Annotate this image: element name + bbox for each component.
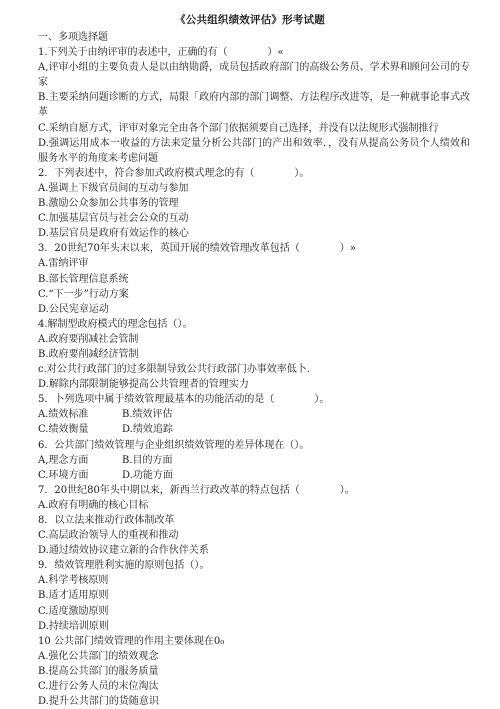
question-option: D.强调运用成本一收益的方法来定量分析公共部门的产出和效率．，没有从提高公务员个人绩效和服务水平的角度来考虑问题 [38, 137, 470, 164]
document-body [38, 30, 470, 709]
question-option: B.部长管理信息系统 [38, 273, 129, 285]
question-option: C.加强基层官员与社会公众的互动 [38, 213, 189, 225]
question-stem: 10 公共部门绩效管理的作用主要体现在0₀ [38, 635, 225, 647]
question-option: B.适才适用原则 [38, 590, 109, 602]
question-stem: 1.下列关于由纳评审的表述中，正确的有（ ）« [38, 47, 284, 59]
question-option: A.政府有明确的核心目标 [38, 499, 149, 511]
question-option: B.主要采纳问题诊断的方式，局限「政府内部的部门调整、方法程序改进等，是一种就事论事式改革 [38, 92, 470, 119]
question-option: B.提高公共部门的服务质量 [38, 665, 159, 677]
question-option: A.强调上下级官员间的互动与参加 [38, 182, 189, 194]
question-stem: 8．以立法来推动行政体制改革 [38, 515, 175, 526]
question-option: C.高层政治领导人的重视和推动 [38, 530, 179, 542]
question-option: C.采纳自愿方式，评审对象完全由各个部门依据须要自己选择，并没有以法规形式强制推行 [38, 122, 439, 134]
question-option: D.基层官员是政府有效运作的核心 [38, 228, 189, 240]
option-row [38, 407, 470, 422]
question-stem: 7．20世纪80年头中期以来，新西兰行政改革的特点包括（ ）。 [38, 484, 355, 496]
question-option: A.科学考核原则 [38, 575, 109, 587]
question-option: D.公民宪章运动 [38, 303, 109, 315]
question-option: C.进行公务人员的末位淘汰 [38, 681, 159, 693]
question-option: D.持续培训原则 [38, 620, 109, 632]
question-option: A.绩效标准 [38, 409, 89, 421]
question-option: A,理念方面 [38, 454, 89, 466]
option-row [38, 453, 470, 468]
question-option: c.对公共行政部门的过多限制导致公共行政部门办事效率低卜. [38, 364, 310, 376]
question-stem: 6．公共部门绩效管理与企业组织绩效管理的差异体现在（）。 [38, 439, 310, 451]
question-stem: 4.解制型政府模式的理念包括（）。 [38, 318, 193, 330]
question-option: B.目的方面 [122, 454, 173, 466]
question-option: D.通过绩效协议建立新的合作伙伴关系 [38, 545, 209, 557]
question-stem: 9．绩效管理胜利实施的原则包括（）。 [38, 560, 210, 572]
question-option: D.提升公共部门的货随意识 [38, 696, 159, 708]
question-option: D.解除内部限制能够提高公共管理者的管理实力 [38, 379, 249, 391]
question-stem: 3．20世纪70年头末以来，英国开展的绩效管理改革包括（ ）» [38, 243, 356, 255]
question-option: B.激励公众参加公共事务的管理 [38, 198, 179, 210]
question-option: B.绩效评估 [122, 409, 173, 421]
option-row [38, 468, 470, 483]
document-title: 《公共组织绩效评估》形考试题 [175, 14, 325, 26]
question-option: D.绩效追踪 [122, 424, 173, 436]
section-heading: 一、多项选择题 [38, 32, 108, 43]
question-option: C.环境方面 [38, 469, 89, 481]
option-row [38, 422, 470, 437]
question-option: B.政府要削减经济管制 [38, 348, 139, 360]
question-option: C.绩效衡量 [38, 424, 89, 436]
question-option: C.“下一步”行动方案 [38, 288, 129, 300]
question-option: A.政府要削减社会管制 [38, 333, 139, 345]
question-option: A,评审小组的主要负责人是以由纳勋爵，成员包括政府部门的高级公务员、学术界和顾问公司的专家 [38, 62, 470, 89]
question-stem: 5．卜列选项中属于绩效管理最基本的功能活动的是（ ）。 [38, 394, 330, 406]
question-stem: 2．下列表述中，符合参加式政府模式理念的有（ ）。 [38, 167, 310, 179]
question-option: A.强化公共部门的绩效观念 [38, 650, 159, 662]
question-option: C.适度激励原则 [38, 605, 109, 617]
question-option: D.功能方面 [122, 469, 173, 481]
question-option: A.雷纳评审 [38, 258, 89, 270]
